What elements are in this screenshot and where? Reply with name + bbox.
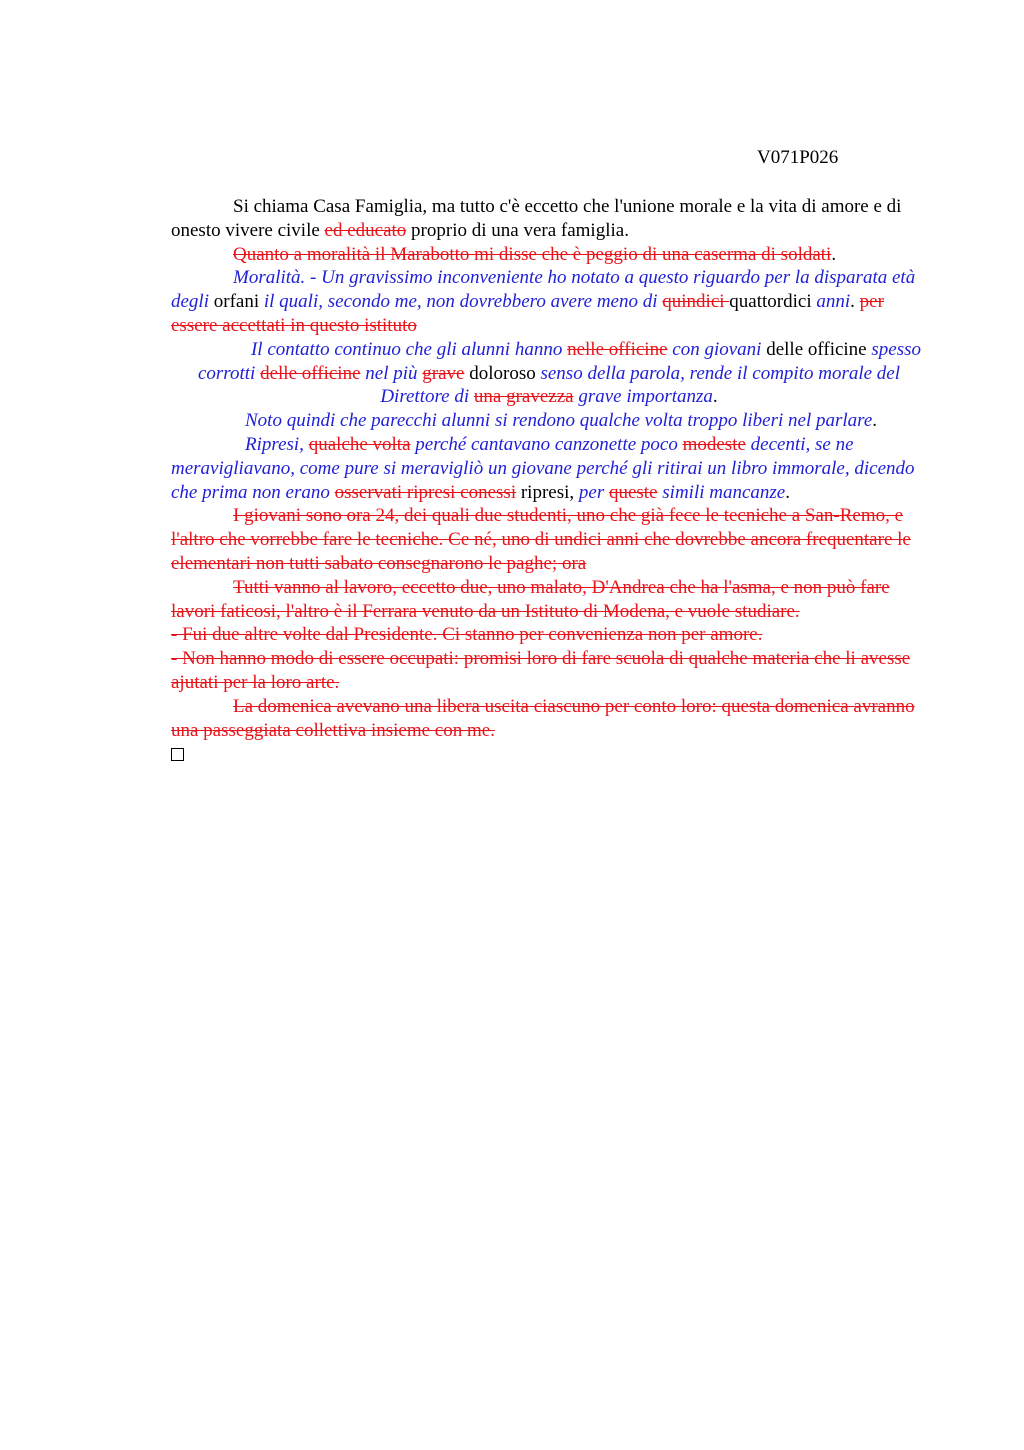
inserted-text: simili mancanze [657, 481, 786, 503]
plain-text: quattordici [729, 291, 817, 313]
page-id: V071P026 [757, 147, 839, 168]
deleted-text: qualche volta [308, 433, 411, 455]
paragraph-6 [171, 433, 927, 504]
plain-text: . [831, 243, 837, 265]
deleted-text: quindici [662, 291, 730, 313]
paragraph-8 [171, 576, 927, 624]
deleted-text: per essere accettati in questo istituto [171, 291, 884, 336]
paragraph-2 [171, 243, 927, 267]
inserted-text: nel più [360, 362, 423, 384]
end-of-document-box [171, 748, 184, 761]
plain-text: orfani [213, 291, 264, 313]
deleted-text: grave [422, 362, 465, 384]
plain-text: ripresi, [516, 481, 579, 503]
inserted-text: Il contatto continuo che gli alunni hanno [250, 338, 568, 360]
plain-text: delle officine [766, 338, 872, 360]
inserted-text: Moralità. - Un gravissimo inconveniente ho notato a questo riguardo per la disparata età degli [171, 267, 916, 313]
plain-text: Si chiama Casa Famiglia, ma tutto c'è eccetto che l'unione morale e la vita di amore e di onesto vivere civile [171, 196, 902, 241]
plain-text: . [712, 386, 718, 408]
end-marker [171, 742, 927, 767]
plain-text: . [850, 291, 860, 313]
inserted-text: Noto quindi che parecchi alunni si rendono qualche volta troppo liberi nel parlare [245, 410, 873, 432]
paragraph-1 [171, 195, 927, 243]
inserted-text: anni [816, 291, 851, 313]
deleted-text: - Non hanno modo di essere occupati: promisi loro di fare scuola di qualche materia che li avesse ajutati per la loro arte. [171, 648, 911, 693]
inserted-text: senso della parola, rende il compito morale del Direttore di [380, 362, 901, 408]
plain-text: . [872, 410, 878, 432]
paragraph-9 [171, 623, 927, 647]
deleted-text: ed educato [324, 219, 407, 241]
deleted-text: nelle officine [567, 338, 668, 360]
deleted-text: una gravezza [473, 386, 574, 408]
deleted-text: La domenica avevano una libera uscita ciascuno per conto loro: questa domenica avranno una passeggiata collettiva insieme con me. [171, 695, 915, 741]
paragraph-7 [171, 504, 927, 575]
deleted-text: Quanto a moralità il Marabotto mi disse che è peggio di una caserma di soldati [233, 243, 832, 265]
paragraph-5 [171, 409, 927, 433]
deleted-text: I giovani sono ora 24, dei quali due studenti, uno che già fece le tecniche a San-Remo, e l'altro che vorrebbe fare le tecniche. Ce né, uno di undici anni che dovrebbe ancora frequentare le elementari non tutti sabato consegnarono le paghe; ora [171, 505, 911, 574]
deleted-text: - Fui due altre volte dal Presidente. Ci stanno per convenienza non per amore. [171, 624, 763, 646]
paragraph-11 [171, 695, 927, 743]
inserted-text: spesso corrotti [197, 338, 921, 384]
deleted-text: queste [608, 481, 658, 503]
deleted-text: Tutti vanno al lavoro, eccetto due, uno malato, D'Andrea che ha l'asma, e non può fare lavori faticosi, l'altro è il Ferrara venuto da un Istituto di Modena, e vuole studiare. [171, 576, 890, 622]
inserted-text: per [578, 481, 609, 503]
inserted-text: con giovani [667, 338, 767, 360]
document-body [171, 195, 927, 767]
deleted-text: modeste [682, 433, 746, 455]
paragraph-4 [171, 338, 927, 409]
plain-text: proprio di una vera famiglia. [406, 219, 629, 241]
inserted-text: perché cantavano canzonette poco [410, 433, 683, 455]
deleted-text: delle officine [260, 362, 361, 384]
paragraph-10 [171, 647, 927, 695]
paragraph-3 [171, 266, 927, 337]
plain-text: doloroso [464, 362, 541, 384]
inserted-text: Ripresi, [245, 433, 309, 455]
plain-text: . [785, 481, 790, 503]
inserted-text: grave importanza [573, 386, 713, 408]
inserted-text: decenti, se ne meravigliavano, come pure si meravigliò un giovane perché gli ritirai un libro immorale, dicendo che prima non erano [171, 433, 915, 503]
inserted-text: il quali, secondo me, non dovrebbero avere meno di [263, 291, 663, 313]
deleted-text: osservati ripresi conessi [334, 481, 517, 503]
